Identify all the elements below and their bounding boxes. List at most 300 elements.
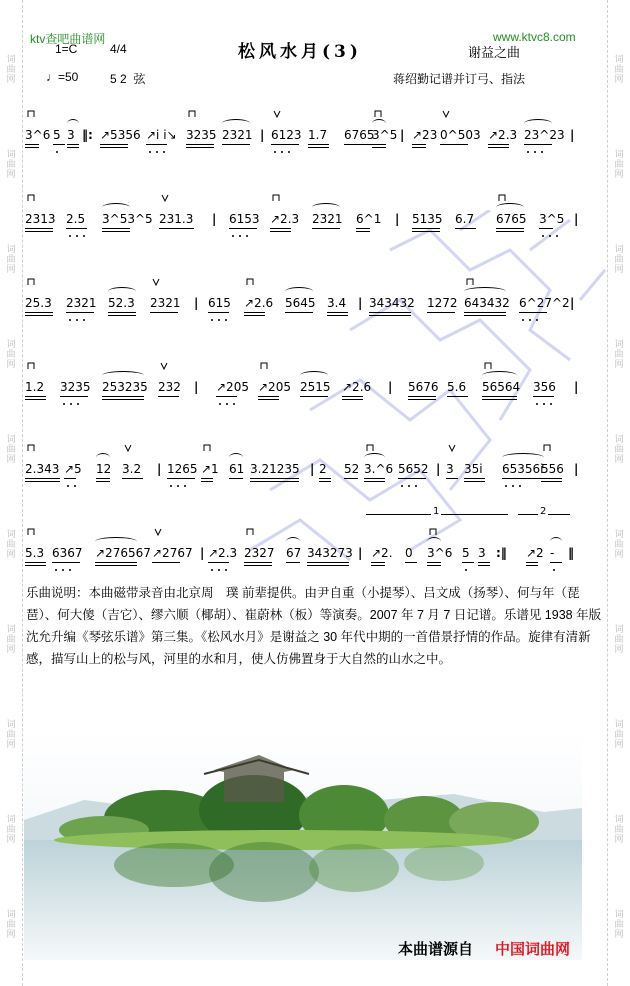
octave-dot <box>149 151 151 153</box>
note-group: 253235 <box>102 380 148 394</box>
slur <box>96 453 110 462</box>
octave-dot <box>274 151 276 153</box>
margin-watermark <box>0 910 22 940</box>
beam-line <box>519 312 547 313</box>
beam-line <box>412 144 426 145</box>
note-group: 5.6 <box>447 380 467 394</box>
barline: | <box>194 380 199 394</box>
note-group: 343432 <box>369 296 415 310</box>
octave-dot <box>69 569 71 571</box>
beam-line <box>455 228 476 229</box>
octave-dot <box>541 151 543 153</box>
beam-line <box>25 565 46 566</box>
note-group: 232 <box>158 380 181 394</box>
beam-line <box>244 315 265 316</box>
beam-line <box>159 228 194 229</box>
margin-watermark <box>608 435 630 465</box>
barline: | <box>574 212 579 226</box>
up-bow-mark <box>160 362 168 374</box>
margin-watermark <box>0 435 22 465</box>
beam-line <box>152 562 180 563</box>
slur <box>502 453 544 462</box>
note-group: 3^53^5 <box>102 212 153 226</box>
beam-line <box>102 396 144 397</box>
beam-line <box>25 144 39 145</box>
slur <box>364 453 385 462</box>
beam-line <box>96 481 110 482</box>
note-group: 25.3 <box>25 296 52 310</box>
beam-line <box>25 562 46 563</box>
margin-watermark-char: 曲 <box>6 920 16 930</box>
note-group: 0^503 <box>440 128 481 142</box>
beam-line <box>122 478 143 479</box>
slur <box>312 203 340 212</box>
margin-watermark-char: 网 <box>614 360 624 370</box>
note-group: 556 <box>541 462 564 476</box>
beam-line <box>158 396 179 397</box>
site-url-right[interactable]: www.ktvc8.com <box>493 30 576 44</box>
beam-line <box>285 312 313 313</box>
beam-line <box>96 478 110 479</box>
note-group: ↗1 <box>201 462 219 476</box>
beam-line <box>307 562 349 563</box>
octave-dot <box>69 235 71 237</box>
margin-watermark-char: 网 <box>6 930 16 940</box>
octave-dot <box>522 319 524 321</box>
note-group: 3 <box>478 546 486 560</box>
beam-line <box>464 312 506 313</box>
source-credit <box>398 938 570 959</box>
staff-line-3 <box>22 278 602 334</box>
barline: ‖: <box>82 128 93 142</box>
note-group: 6367 <box>52 546 83 560</box>
note-group: ↗2.3 <box>488 128 518 142</box>
note-group: 3235 <box>186 128 217 142</box>
note-group: 615 <box>208 296 231 310</box>
note-group: - <box>550 546 555 560</box>
note-group: 343273 <box>307 546 353 560</box>
octave-dot <box>63 403 65 405</box>
beam-line <box>100 147 128 148</box>
note-group: 3^5 <box>372 128 398 142</box>
note-group: 5.3 <box>25 546 45 560</box>
margin-watermark-char: 词 <box>6 340 16 350</box>
octave-dot <box>226 403 228 405</box>
margin-watermark <box>608 910 630 940</box>
beam-line <box>150 312 178 313</box>
beam-line <box>405 562 417 563</box>
beam-line <box>412 147 426 148</box>
margin-watermark <box>0 55 22 85</box>
octave-dot <box>76 235 78 237</box>
margin-watermark-char: 曲 <box>614 65 624 75</box>
beam-line <box>342 396 363 397</box>
octave-dot <box>56 151 58 153</box>
beam-line <box>307 565 349 566</box>
beam-line <box>250 481 299 482</box>
beam-line <box>427 562 441 563</box>
volta-bracket-1 <box>366 506 508 525</box>
note-group: ↗276567 <box>95 546 151 560</box>
beam-line <box>186 144 214 145</box>
beam-line <box>447 396 468 397</box>
octave-dot <box>281 151 283 153</box>
octave-dot <box>553 569 555 571</box>
octave-dot <box>505 485 507 487</box>
beam-line <box>446 478 458 479</box>
beam-line <box>67 144 79 145</box>
beam-line <box>482 399 517 400</box>
composer: 谢益之曲 <box>468 45 521 60</box>
beam-line <box>208 312 229 313</box>
beam-line <box>372 144 386 145</box>
note-group: ↗2.6 <box>342 380 372 394</box>
beam-line <box>541 481 562 482</box>
margin-watermark-char: 曲 <box>6 540 16 550</box>
margin-watermark-char: 词 <box>614 910 624 920</box>
barline: | <box>574 462 579 476</box>
staff-line-6 <box>22 506 602 584</box>
slur <box>108 287 136 296</box>
octave-dot <box>246 235 248 237</box>
margin-watermark-char: 词 <box>614 245 624 255</box>
beam-line <box>319 481 331 482</box>
note-group: 5135 <box>412 212 443 226</box>
beam-line <box>66 312 94 313</box>
octave-dot <box>549 235 551 237</box>
note-group: 2.5 <box>66 212 86 226</box>
beam-line <box>327 315 348 316</box>
beam-line <box>270 228 291 229</box>
note-group: 3 <box>67 128 75 142</box>
margin-watermark-char: 词 <box>614 435 624 445</box>
margin-watermark-char: 网 <box>6 740 16 750</box>
score-title: 松风水月(3) <box>238 42 362 62</box>
margin-watermark-char: 曲 <box>614 825 624 835</box>
note-group: 67 <box>286 546 302 560</box>
slur <box>550 537 562 546</box>
octave-dot <box>288 151 290 153</box>
octave-dot <box>170 485 172 487</box>
note-group: 1.7 <box>308 128 328 142</box>
up-bow-mark <box>154 528 162 540</box>
margin-watermark-char: 词 <box>6 530 16 540</box>
site-logo-left[interactable]: ktv查吧曲谱网 <box>30 32 106 46</box>
margin-watermark-char: 曲 <box>614 635 624 645</box>
octave-dot <box>534 151 536 153</box>
beam-line <box>102 399 144 400</box>
beam-line <box>464 478 485 479</box>
up-bow-mark <box>448 444 456 456</box>
margin-watermark <box>608 720 630 750</box>
beam-line <box>250 478 299 479</box>
note-group: ↗i i↘ <box>146 128 177 142</box>
barline: | <box>358 296 363 310</box>
note-group: 2 <box>319 462 327 476</box>
margin-watermark-char: 网 <box>614 550 624 560</box>
source-label: 本曲谱源自 <box>398 940 474 958</box>
octave-dot <box>218 569 220 571</box>
beam-line <box>398 478 426 479</box>
margin-watermark-char: 词 <box>6 150 16 160</box>
beam-line <box>539 228 553 229</box>
margin-watermark-char: 网 <box>6 75 16 85</box>
beam-line <box>308 147 329 148</box>
note-group: 2313 <box>25 212 56 226</box>
note-group: ↗205 <box>258 380 291 394</box>
beam-line <box>102 228 130 229</box>
down-bow-mark <box>27 194 35 206</box>
beam-line <box>60 396 88 397</box>
barline: ‖ <box>568 546 574 560</box>
volta-number: 2 <box>540 506 547 517</box>
landscape-image <box>24 730 582 960</box>
down-bow-mark <box>27 528 35 540</box>
margin-watermark-char: 曲 <box>6 730 16 740</box>
octave-dot <box>556 235 558 237</box>
beam-line <box>258 396 279 397</box>
note-group: 5 <box>53 128 61 142</box>
note-group: 6765 <box>496 212 527 226</box>
margin-watermark-char: 曲 <box>614 445 624 455</box>
slur <box>67 119 79 128</box>
beam-line <box>327 312 348 313</box>
beam-line <box>271 144 299 145</box>
margin-watermark <box>608 530 630 560</box>
beam-line <box>502 478 544 479</box>
beam-line <box>478 565 490 566</box>
margin-watermark-char: 网 <box>614 75 624 85</box>
octave-dot <box>232 235 234 237</box>
beam-line <box>342 399 363 400</box>
barline: | <box>212 212 217 226</box>
barline: | <box>400 128 405 142</box>
note-group: 23^23 <box>524 128 565 142</box>
note-group: 6123 <box>271 128 302 142</box>
margin-watermark-char: 网 <box>614 740 624 750</box>
beam-line <box>186 147 214 148</box>
octave-dot <box>83 235 85 237</box>
octave-dot <box>512 485 514 487</box>
staff-line-4 <box>22 362 602 418</box>
down-bow-mark <box>246 278 254 290</box>
margin-watermark-char: 词 <box>614 150 624 160</box>
octave-dot <box>542 235 544 237</box>
margin-watermark-char: 曲 <box>6 255 16 265</box>
beam-line <box>95 565 137 566</box>
beam-line <box>488 147 509 148</box>
note-group: ↗2.3 <box>208 546 238 560</box>
barline: | <box>310 462 315 476</box>
staff-line-1 <box>22 110 602 166</box>
beam-line <box>100 144 128 145</box>
string-tuning: 5 2 弦 <box>110 72 146 86</box>
slur <box>229 453 243 462</box>
down-bow-mark <box>188 110 196 122</box>
note-group: ↗5 <box>64 462 82 476</box>
up-bow-mark <box>273 110 281 122</box>
beam-line <box>108 312 136 313</box>
margin-watermark-char: 曲 <box>614 540 624 550</box>
margin-watermark-char: 曲 <box>614 350 624 360</box>
barline: | <box>436 462 441 476</box>
beam-line <box>244 312 265 313</box>
beam-line <box>64 478 76 479</box>
margin-watermark <box>0 815 22 845</box>
octave-dot <box>218 319 220 321</box>
note-group: 2321 <box>150 296 181 310</box>
beam-line <box>356 231 370 232</box>
note-group: 6153 <box>229 212 260 226</box>
margin-watermark-char: 网 <box>6 265 16 275</box>
octave-dot <box>550 403 552 405</box>
beam-line <box>229 228 257 229</box>
beam-line <box>52 562 80 563</box>
barline: | <box>570 128 575 142</box>
note-group: 65356i <box>502 462 544 476</box>
up-bow-mark <box>161 194 169 206</box>
octave-dot <box>62 569 64 571</box>
staff-line-2 <box>22 194 602 250</box>
note-group: 52.3 <box>108 296 135 310</box>
barline: | <box>200 546 205 560</box>
margin-watermark-char: 网 <box>614 645 624 655</box>
beam-line <box>364 481 385 482</box>
slur <box>464 287 506 296</box>
margin-watermark-char: 网 <box>614 835 624 845</box>
note-group: 3.2 <box>122 462 142 476</box>
beam-line <box>427 565 441 566</box>
note-group: 61 <box>229 462 245 476</box>
note-group: ↗2. <box>371 546 393 560</box>
slur <box>222 119 250 128</box>
note-group: 0 <box>405 546 413 560</box>
margin-watermark-char: 词 <box>6 815 16 825</box>
margin-watermark-char: 曲 <box>6 825 16 835</box>
beam-line <box>25 231 53 232</box>
beam-line <box>229 478 243 479</box>
note-group: 2321 <box>312 212 343 226</box>
down-bow-mark <box>27 362 35 374</box>
note-group: 35i <box>464 462 483 476</box>
note-group: 6^27^2 <box>519 296 570 310</box>
slur <box>300 371 328 380</box>
margin-watermark-char: 词 <box>6 625 16 635</box>
octave-dot <box>76 319 78 321</box>
beam-line <box>25 147 39 148</box>
beam-line <box>526 562 538 563</box>
note-group: 643432 <box>464 296 510 310</box>
beam-line <box>25 399 46 400</box>
note-group: 1265 <box>167 462 198 476</box>
beam-line <box>53 144 65 145</box>
margin-watermark-char: 网 <box>614 265 624 275</box>
beam-line <box>108 315 136 316</box>
slur <box>372 119 386 128</box>
beam-line <box>167 478 195 479</box>
octave-dot <box>55 569 57 571</box>
beam-line <box>25 315 53 316</box>
margin-watermark <box>0 625 22 655</box>
beam-line <box>201 478 213 479</box>
octave-dot <box>465 569 467 571</box>
margin-watermark <box>608 340 630 370</box>
slur <box>524 119 552 128</box>
music-description: 乐曲说明：本曲磁带录音由北京周 璞 前辈提供。由尹自重（小提琴）、吕文成（扬琴）、何与年（琵琶）、何大傻（吉它）、缪六顺（椰胡）、崔蔚林（板）等演奏。2007 年 7 月 7 日记谱。乐谱见 1938 年版沈允升编《琴弦乐谱》第三集。《松风水月》是谢益之 30 年代中期的一首借景抒情的作品。旋律有清新感，描写山上的松与风，河里的水和月，使人仿佛置身于大自然的山水之中。 <box>26 586 602 666</box>
note-group: 52 <box>344 462 360 476</box>
beam-line <box>371 565 385 566</box>
beam-line <box>244 565 272 566</box>
margin-watermark-char: 曲 <box>614 920 624 930</box>
beam-line <box>462 562 474 563</box>
octave-dot <box>219 403 221 405</box>
barline: | <box>395 212 400 226</box>
octave-dot <box>211 319 213 321</box>
beam-line <box>344 144 372 145</box>
beam-line <box>25 312 53 313</box>
margin-watermark-char: 词 <box>6 245 16 255</box>
note-group: ↗2767 <box>152 546 193 560</box>
transcriber-credit: 蒋绍勤记谱并订弓、指法 <box>393 72 526 86</box>
barline: | <box>194 296 199 310</box>
barline: | <box>574 380 579 394</box>
margin-watermark-char: 词 <box>6 435 16 445</box>
beam-line <box>369 312 411 313</box>
note-group: 3^6 <box>427 546 453 560</box>
note-group: 1272 <box>427 296 458 310</box>
margin-watermark <box>0 340 22 370</box>
beam-line <box>222 144 250 145</box>
octave-dot <box>519 485 521 487</box>
beam-line <box>412 228 440 229</box>
note-group: 2321 <box>222 128 253 142</box>
beam-line <box>286 562 300 563</box>
beam-line <box>488 144 509 145</box>
note-group: 5652 <box>398 462 429 476</box>
note-group: 2321 <box>66 296 97 310</box>
beam-line <box>372 147 386 148</box>
beam-line <box>244 562 272 563</box>
note-group: 356 <box>533 380 556 394</box>
margin-watermark <box>608 815 630 845</box>
beam-line <box>496 228 524 229</box>
octave-dot <box>239 235 241 237</box>
slur <box>95 537 137 546</box>
octave-dot <box>69 319 71 321</box>
beam-line <box>25 481 60 482</box>
margin-watermark-char: 词 <box>614 815 624 825</box>
barline: | <box>570 296 575 310</box>
note-group: ↗2.3 <box>270 212 300 226</box>
down-bow-mark <box>27 278 35 290</box>
note-group: 3 <box>446 462 454 476</box>
note-group: 3235 <box>60 380 91 394</box>
source-site-link[interactable]: 中国词曲网 <box>495 940 571 958</box>
barline: | <box>388 380 393 394</box>
octave-dot <box>536 403 538 405</box>
note-group: 1.2 <box>25 380 45 394</box>
margin-watermark <box>0 150 22 180</box>
up-bow-mark <box>124 444 132 456</box>
octave-dot <box>211 569 213 571</box>
beam-line <box>102 231 130 232</box>
note-group: 3.21235 <box>250 462 300 476</box>
note-group: ↗2 <box>526 546 544 560</box>
barline: :‖ <box>496 546 507 560</box>
down-bow-mark <box>543 444 551 456</box>
note-group: 231.3 <box>159 212 194 226</box>
volta-number: 1 <box>433 506 440 517</box>
